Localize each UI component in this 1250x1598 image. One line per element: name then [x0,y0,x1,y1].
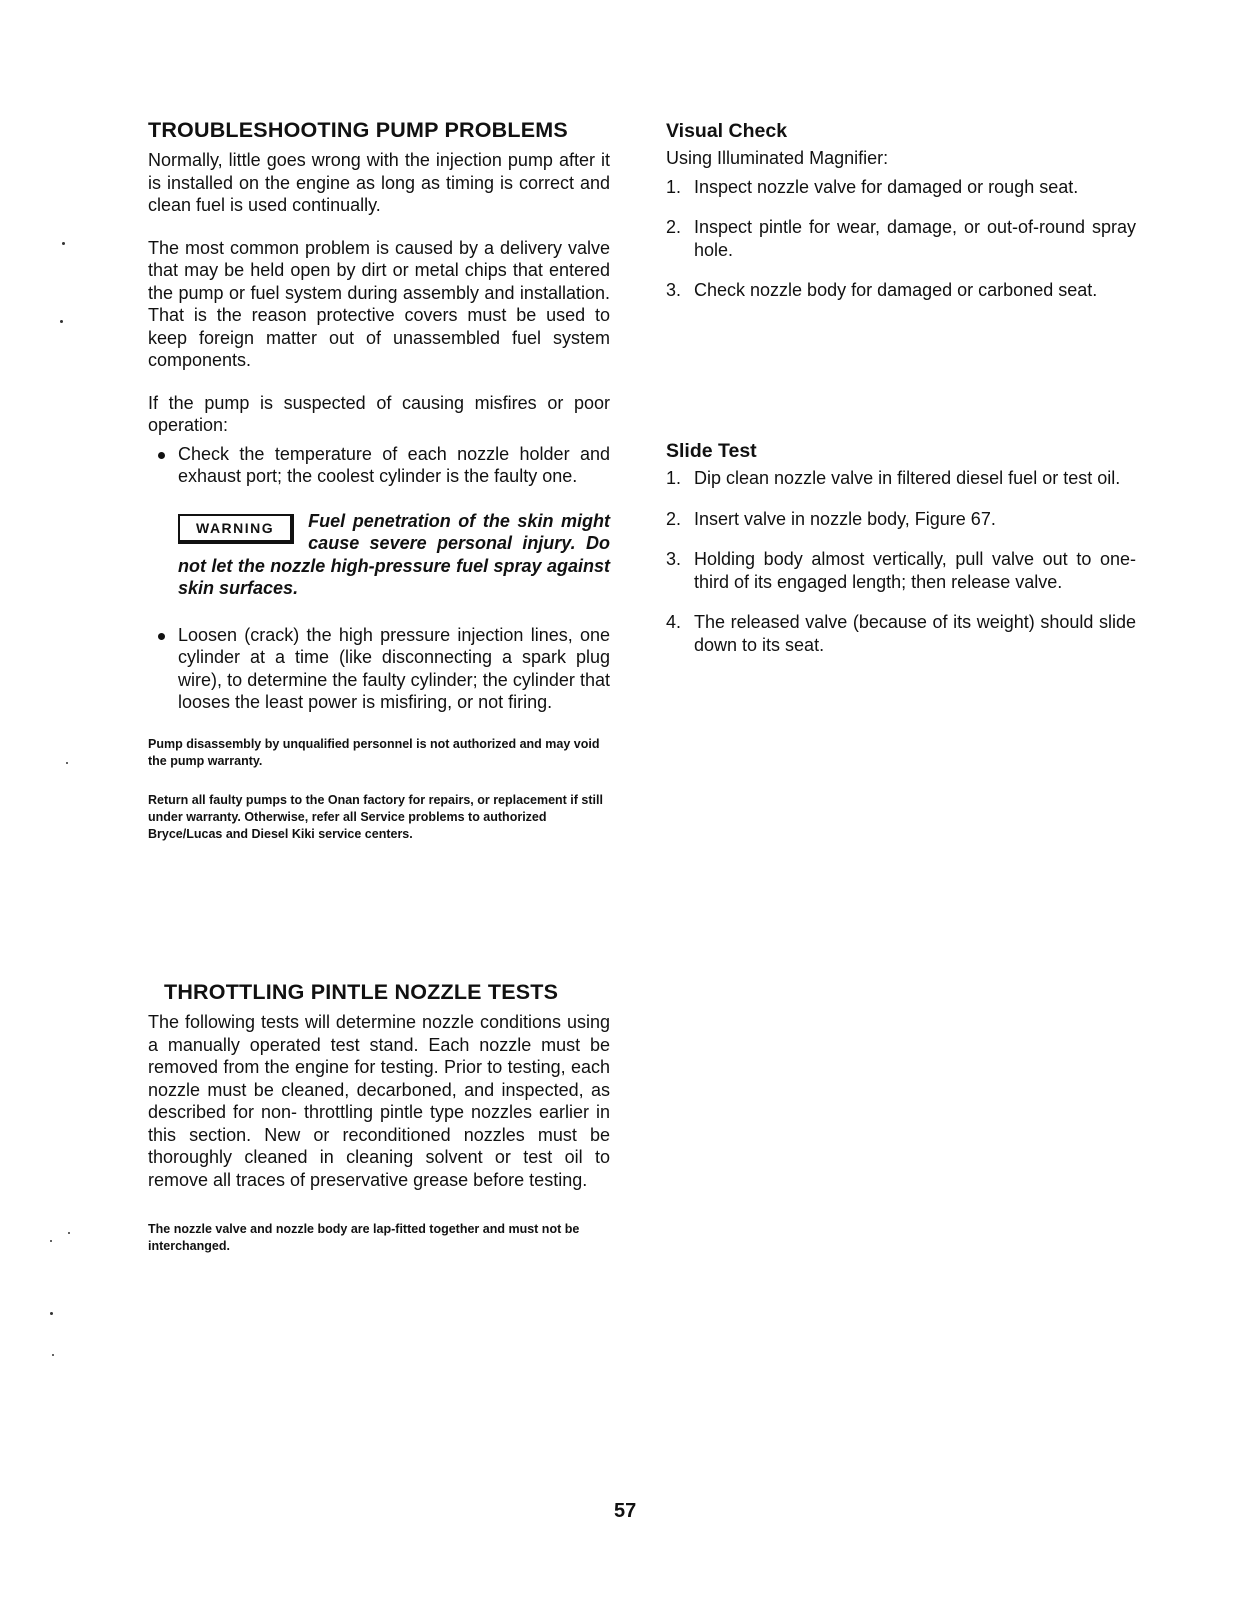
warning-text: Fuel penetration of the skin might cause severe personal injury. Do not let the nozzle high-pressure fuel spray against skin surfaces. [178,510,610,598]
visual-check-steps [666,176,1136,302]
disassembly-note: Pump disassembly by unqualified personnel is not authorized and may void the pump warranty. [148,736,600,768]
step-text: Insert valve in nozzle body, Figure 67. [694,508,996,529]
step-text: The released valve (because of its weight) should slide down to its seat. [694,612,1136,655]
visual-check-section [666,120,1136,320]
step-number: 1. [666,468,682,488]
slide-test-steps [666,467,1136,656]
step-number: 3. [666,280,682,300]
scan-speck [52,1354,54,1356]
scan-speck [50,1240,52,1242]
throttling-section [148,980,610,1277]
slide-test-section [666,440,1136,674]
step-item [666,467,1136,490]
warning-block [178,510,610,600]
step-item [666,548,1136,593]
scan-speck [62,242,65,245]
step-text: Inspect pintle for wear, damage, or out-of-round spray hole. [694,217,1136,260]
step-number: 2. [666,508,682,529]
scan-speck [60,320,63,323]
scan-speck [68,1232,70,1234]
return-note: Return all faulty pumps to the Onan factory for repairs, or replacement if still under warranty. Otherwise, refer all Service problems to authorized Bryce/Lucas and Diesel Kiki service centers. [148,792,603,841]
page-number: 57 [614,1500,637,1522]
scan-speck [66,762,68,764]
troubleshooting-paragraph-2: The most common problem is caused by a delivery valve that may be held open by dirt or metal chips that entered the pump or fuel system during assembly and installation. That is the reason protective covers must be used to keep foreign matter out of unassembled fuel system components. [148,237,610,370]
step-text: Check nozzle body for damaged or carboned seat. [694,280,1098,300]
scan-speck [50,1312,53,1315]
bullet-item [148,624,610,714]
step-number: 3. [666,549,682,569]
step-item [666,611,1136,656]
bullet-text: Check the temperature of each nozzle holder and exhaust port; the coolest cylinder is the faulty one. [178,443,610,486]
step-text: Inspect nozzle valve for damaged or rough seat. [694,176,1079,197]
step-number: 4. [666,612,682,632]
step-text: Dip clean nozzle valve in filtered diesel fuel or test oil. [694,468,1121,488]
bullet-icon [158,633,165,640]
troubleshooting-bullets-1 [148,443,610,488]
visual-check-intro: Using Illuminated Magnifier: [666,148,889,168]
step-text: Holding body almost vertically, pull valve out to one-third of its engaged length; then release valve. [694,549,1136,592]
step-number: 1. [666,176,682,197]
visual-check-heading: Visual Check [666,120,788,142]
bullet-text: Loosen (crack) the high pressure injection lines, one cylinder at a time (like disconnecting a spark plug wire), to determine the faulty cylinder; the cylinder that looses the least power is misfiring, or not firing. [178,624,610,712]
troubleshooting-section [148,118,610,865]
slide-test-heading: Slide Test [666,440,757,462]
warning-badge: WARNING [178,514,294,544]
troubleshooting-paragraph-1: Normally, little goes wrong with the injection pump after it is installed on the engine as long as timing is correct and clean fuel is used continually. [148,150,610,215]
bullet-item [148,443,610,488]
step-item [666,176,1136,199]
troubleshooting-bullets-2 [148,624,610,714]
throttling-heading: THROTTLING PINTLE NOZZLE TESTS [164,980,559,1004]
troubleshooting-heading: TROUBLESHOOTING PUMP PROBLEMS [148,118,568,142]
throttling-paragraph: The following tests will determine nozzle conditions using a manually operated test stand. Each nozzle must be removed from the engine for testing. Prior to testing, each nozzle must be cleaned, decarboned, and inspected, as described for non- throttling pintle type nozzles earlier in this section. New or reconditioned nozzles must be thoroughly cleaned in cleaning solvent or test oil to remove all traces of preservative grease before testing. [148,1012,610,1190]
step-item [666,279,1136,302]
bullet-icon [158,452,165,459]
step-number: 2. [666,217,682,237]
troubleshooting-paragraph-3: If the pump is suspected of causing misfires or poor operation: [148,392,610,435]
step-item [666,508,1136,531]
lap-fitted-note: The nozzle valve and nozzle body are lap-fitted together and must not be interchanged. [148,1222,580,1253]
step-item [666,216,1136,261]
